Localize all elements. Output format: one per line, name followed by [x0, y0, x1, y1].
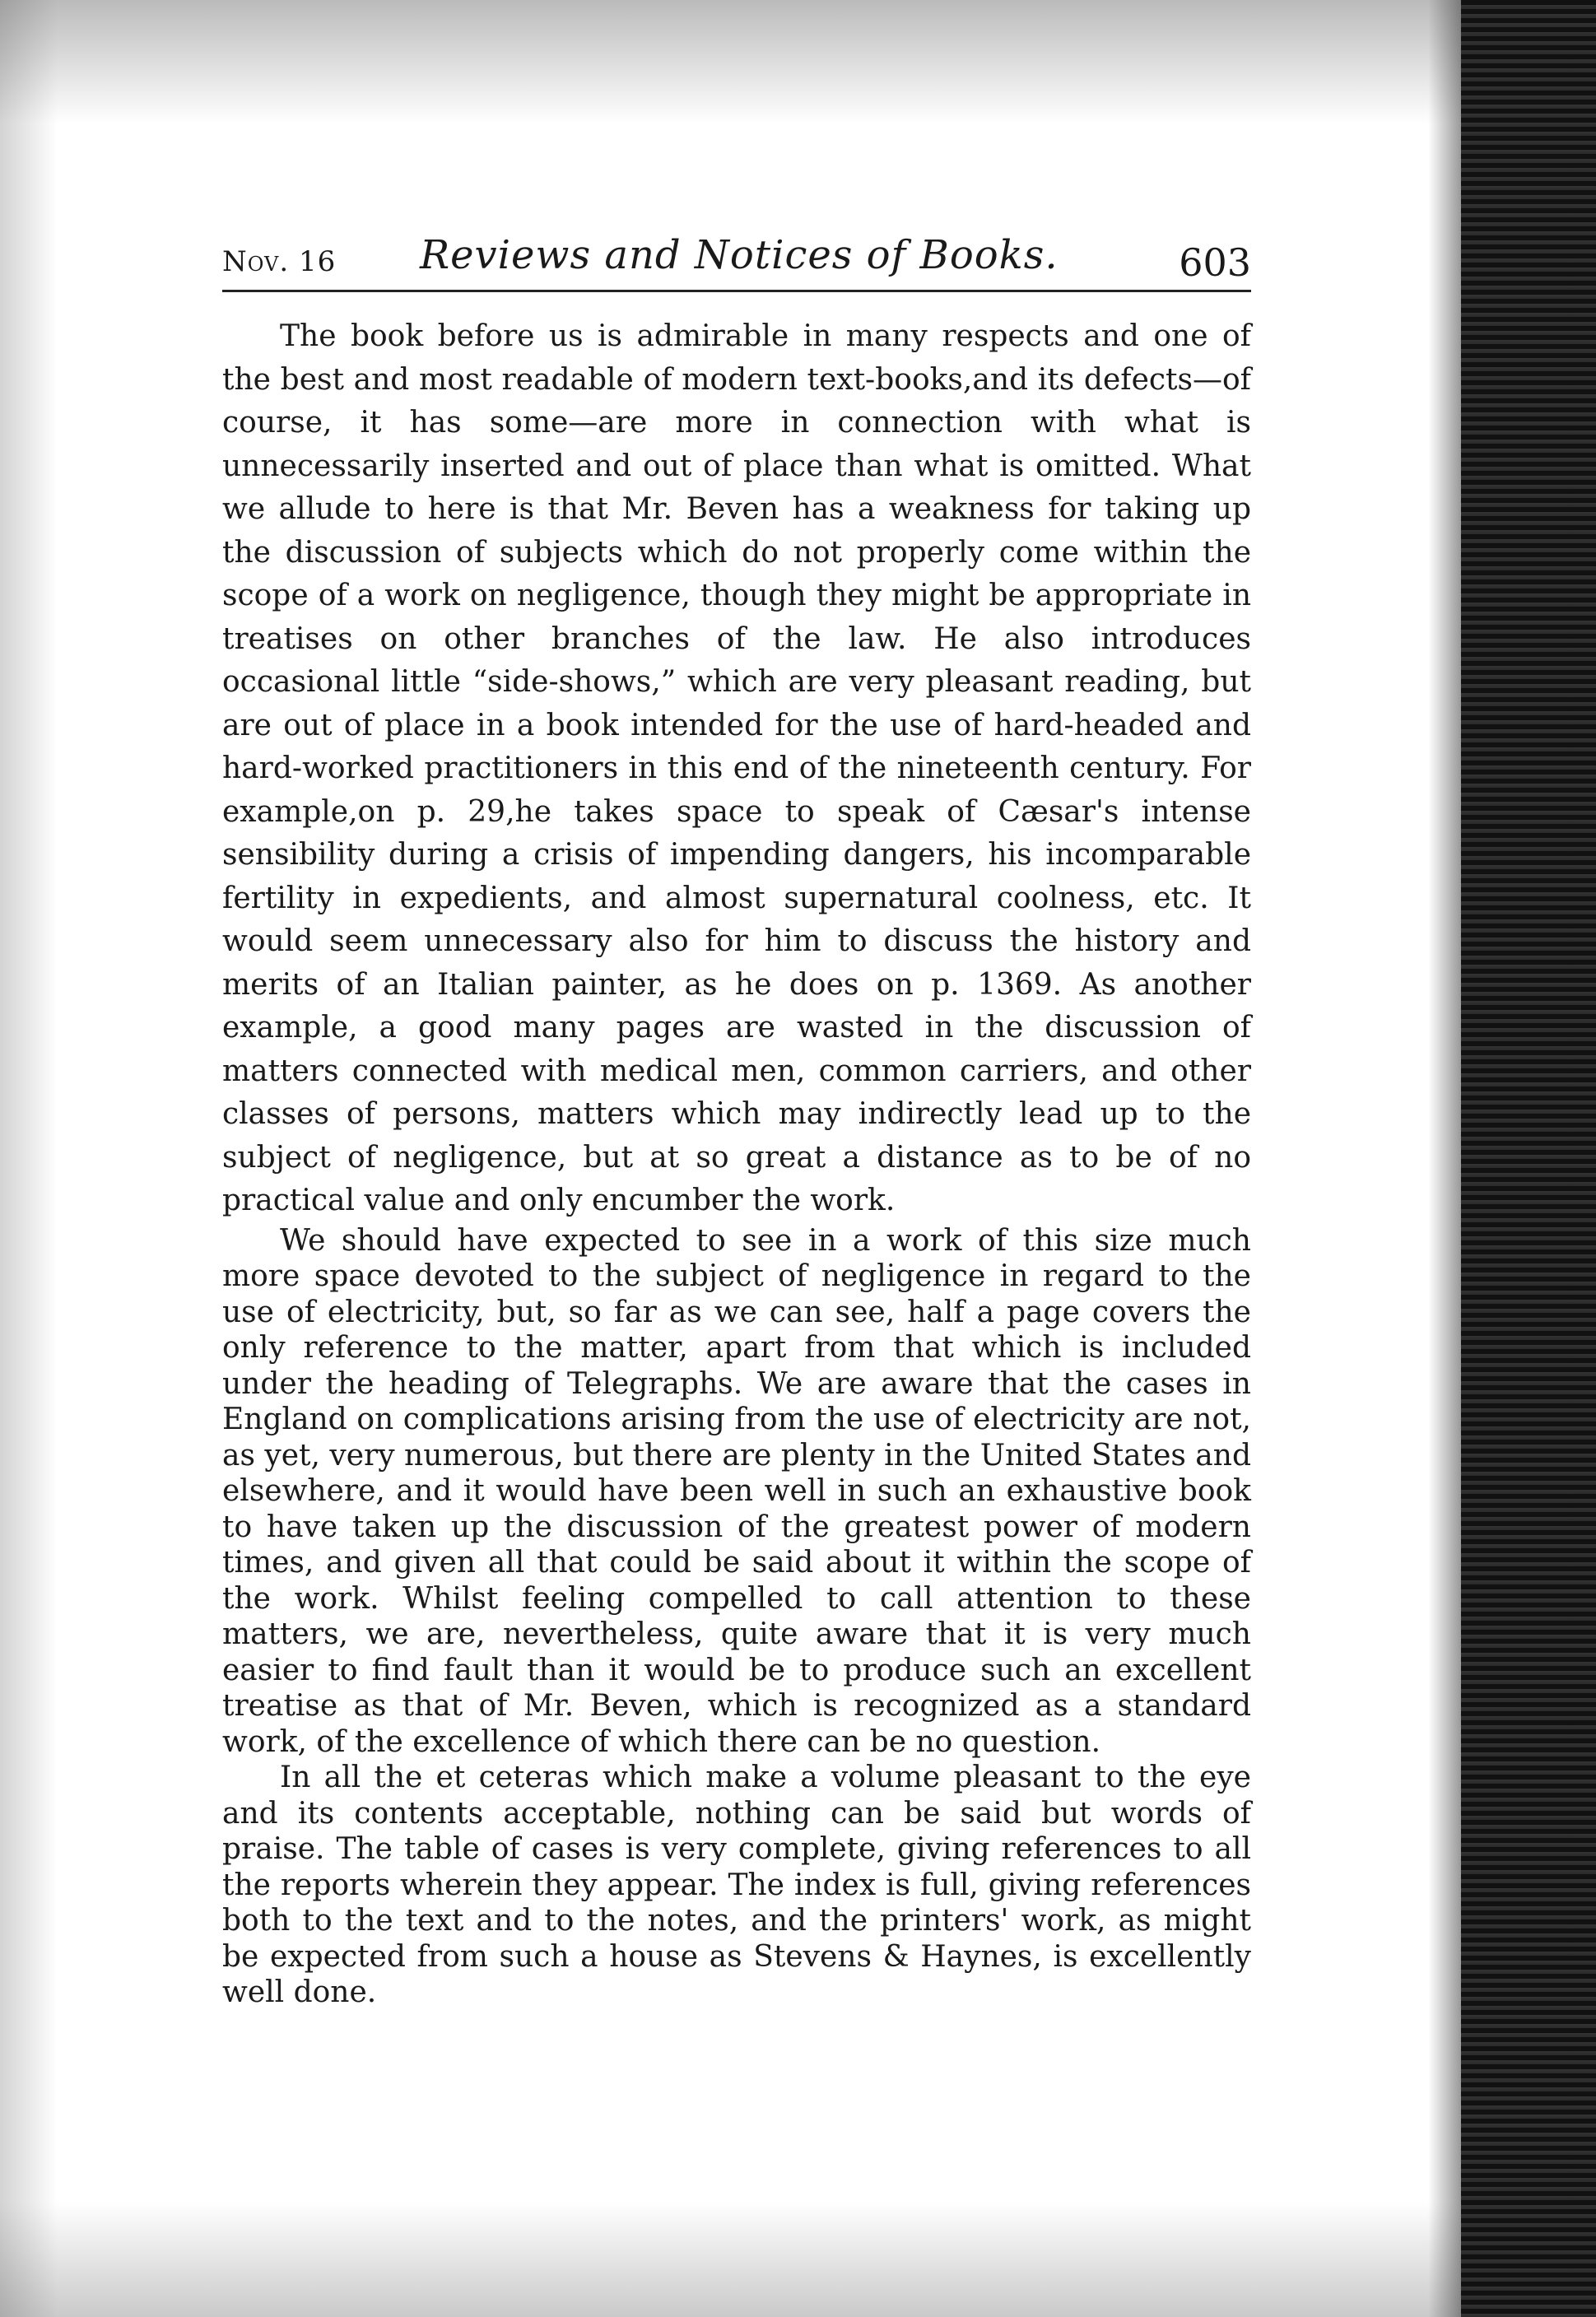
page-header: [222, 232, 1251, 292]
scan-shadow-left: [0, 0, 58, 2317]
binding-gutter-shadow: [1428, 0, 1461, 2317]
book-binding-edge: [1461, 0, 1596, 2317]
scan-shadow-bottom: [0, 2202, 1596, 2317]
running-title: Reviews and Notices of Books.: [420, 232, 1059, 278]
page-number: 603: [1179, 240, 1251, 285]
paragraph: The book before us is admirable in many respects and one of the best and most readable of modern text-books,and its defects—of course, it has some—are more in connection with what is unnecessarily inserted and out of place than what is omitted. What we allude to here is that Mr. Beven has a weakness for taking up the discussion of subjects which do not properly come within the scope of a work on negligence, though they might be appropriate in treatises on other branches of the law. He also introduces occasional little “side-shows,” which are very pleasant reading, but are out of place in a book intended for the use of hard-headed and hard-worked practitioners in this end of the nineteenth century. For example,on p. 29,he takes space to speak of Cæsar's intense sensibility during a crisis of impending dangers, his incomparable fertility in expedients, and almost supernatural coolness, etc. It would seem unnecessary also for him to discuss the history and merits of an Italian painter, as he does on p. 1369. As another example, a good many pages are wasted in the discussion of matters connected with medical men, common carriers, and other classes of persons, matters which may indirectly lead up to the subject of negligence, but at so great a distance as to be of no practical value and only encumber the work.: [222, 319, 1251, 1217]
paragraph: We should have expected to see in a work of this size much more space devoted to the subject of negligence in regard to the use of electricity, but, so far as we can see, half a page covers the only reference to the matter, apart from that which is included under the heading of Telegraphs. We are aware that the cases in England on complications arising from the use of electricity are not, as yet, very numerous, but there are plenty in the United States and elsewhere, and it would have been well in such an exhaustive book to have taken up the discussion of the greatest power of modern times, and given all that could be said about it within the scope of the work. Whilst feeling compelled to call attention to these matters, we are, nevertheless, quite aware that it is very much easier to find fault than it would be to produce such an excellent treatise as that of Mr. Beven, which is recognized as a standard work, of the excellence of which there can be no question.: [222, 1223, 1251, 1759]
issue-date: Nov. 16: [222, 245, 337, 278]
article-body: [222, 315, 1251, 2011]
scan-shadow-top: [0, 0, 1596, 123]
paragraph: In all the et ceteras which make a volume pleasant to the eye and its contents acceptable, nothing can be said but words of praise. The table of cases is very complete, giving references to all the reports wherein they appear. The index is full, giving references both to the text and to the notes, and the printers' work, as might be expected from such a house as Stevens & Haynes, is excellently well done.: [222, 1761, 1251, 2009]
